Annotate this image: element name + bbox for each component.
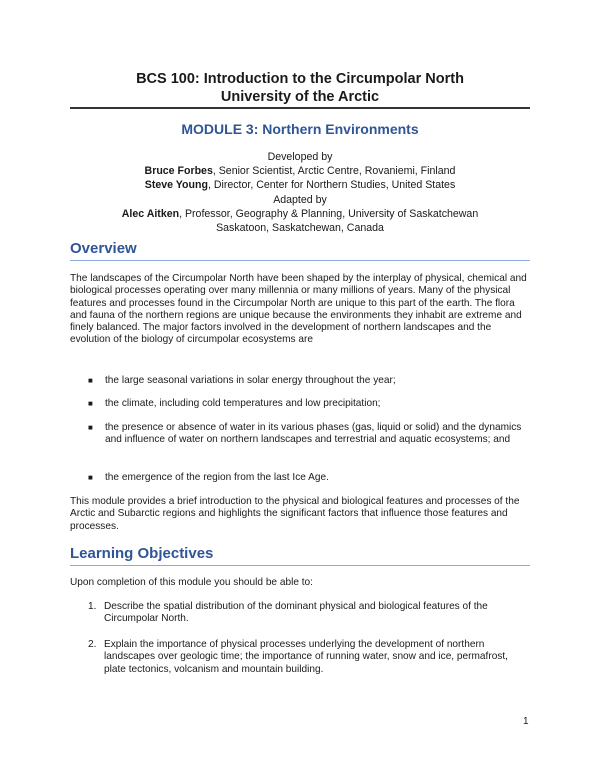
objectives-heading: Learning Objectives (70, 545, 214, 562)
author-1 (50, 164, 550, 178)
bullet-text: the emergence of the region from the last Ice Age. (105, 472, 329, 483)
author-2 (50, 178, 550, 192)
title-rule (70, 107, 530, 109)
course-title (70, 70, 530, 106)
bullet-text: the presence or absence of water in its various phases (gas, liquid or solid) and the dynamics and influence of water on northern landscapes and terrestrial and aquatic ecosystems; and (105, 422, 522, 446)
overview-closing: This module provides a brief introduction to the physical and biological features and processes of the Arctic and Subarctic regions and highlights the significant factors that influence those features and processes. (70, 496, 520, 532)
developed-by-label: Developed by (267, 151, 333, 163)
credits-block (50, 150, 550, 235)
university-name: University of the Arctic (220, 89, 380, 105)
objective-number: 1. (88, 601, 97, 612)
author-1-name: Bruce Forbes (144, 165, 213, 178)
overview-heading-rule (70, 260, 530, 261)
objectives-intro: Upon completion of this module you should be able to: (70, 577, 313, 588)
adapter (50, 207, 550, 221)
overview-heading: Overview (70, 240, 137, 257)
objective-number: 2. (88, 639, 97, 650)
bullet-marker: ■ (88, 423, 93, 432)
page-number: 1 (523, 716, 529, 727)
adapter-location: Saskatoon, Saskatchewan, Canada (216, 222, 384, 235)
bullet-marker: ■ (88, 473, 93, 482)
bullet-marker: ■ (88, 376, 93, 385)
overview-intro: The landscapes of the Circumpolar North have been shaped by the interplay of physical, chemical and biological processes operating over many millennia or many millions of years. Many of the physical features and processes found in the Circumpolar North are unique to this part of the earth. The flora and fauna of the northern regions are unique because the environments they inhabit are extreme and finely balanced. The major factors involved in the development of northern landscapes and the evolution of the biology of circumpolar ecosystems are (70, 273, 527, 346)
author-2-role: , Director, Center for Northern Studies, United States (207, 179, 456, 192)
bullet-text: the climate, including cold temperatures and low precipitation; (105, 398, 381, 409)
adapter-role: , Professor, Geography & Planning, University of Saskatchewan (179, 207, 479, 220)
objective-text: Describe the spatial distribution of the dominant physical and biological features of the Circumpolar North. (104, 601, 488, 625)
objective-text: Explain the importance of physical processes underlying the development of northern landscapes over geologic time; the importance of running water, snow and ice, permafrost, plate tectonics, volcanism and mountain building. (104, 639, 508, 675)
objectives-heading-rule (70, 565, 530, 566)
course-name: BCS 100: Introduction to the Circumpolar North (136, 71, 464, 87)
adapted-by-label: Adapted by (273, 193, 327, 206)
module-title: MODULE 3: Northern Environments (181, 121, 419, 137)
adapter-name: Alec Aitken (121, 207, 180, 220)
author-1-role: , Senior Scientist, Arctic Centre, Rovaniemi, Finland (212, 165, 456, 178)
bullet-marker: ■ (88, 399, 93, 408)
bullet-text: the large seasonal variations in solar energy throughout the year; (105, 375, 396, 386)
author-2-name: Steve Young (144, 179, 208, 192)
